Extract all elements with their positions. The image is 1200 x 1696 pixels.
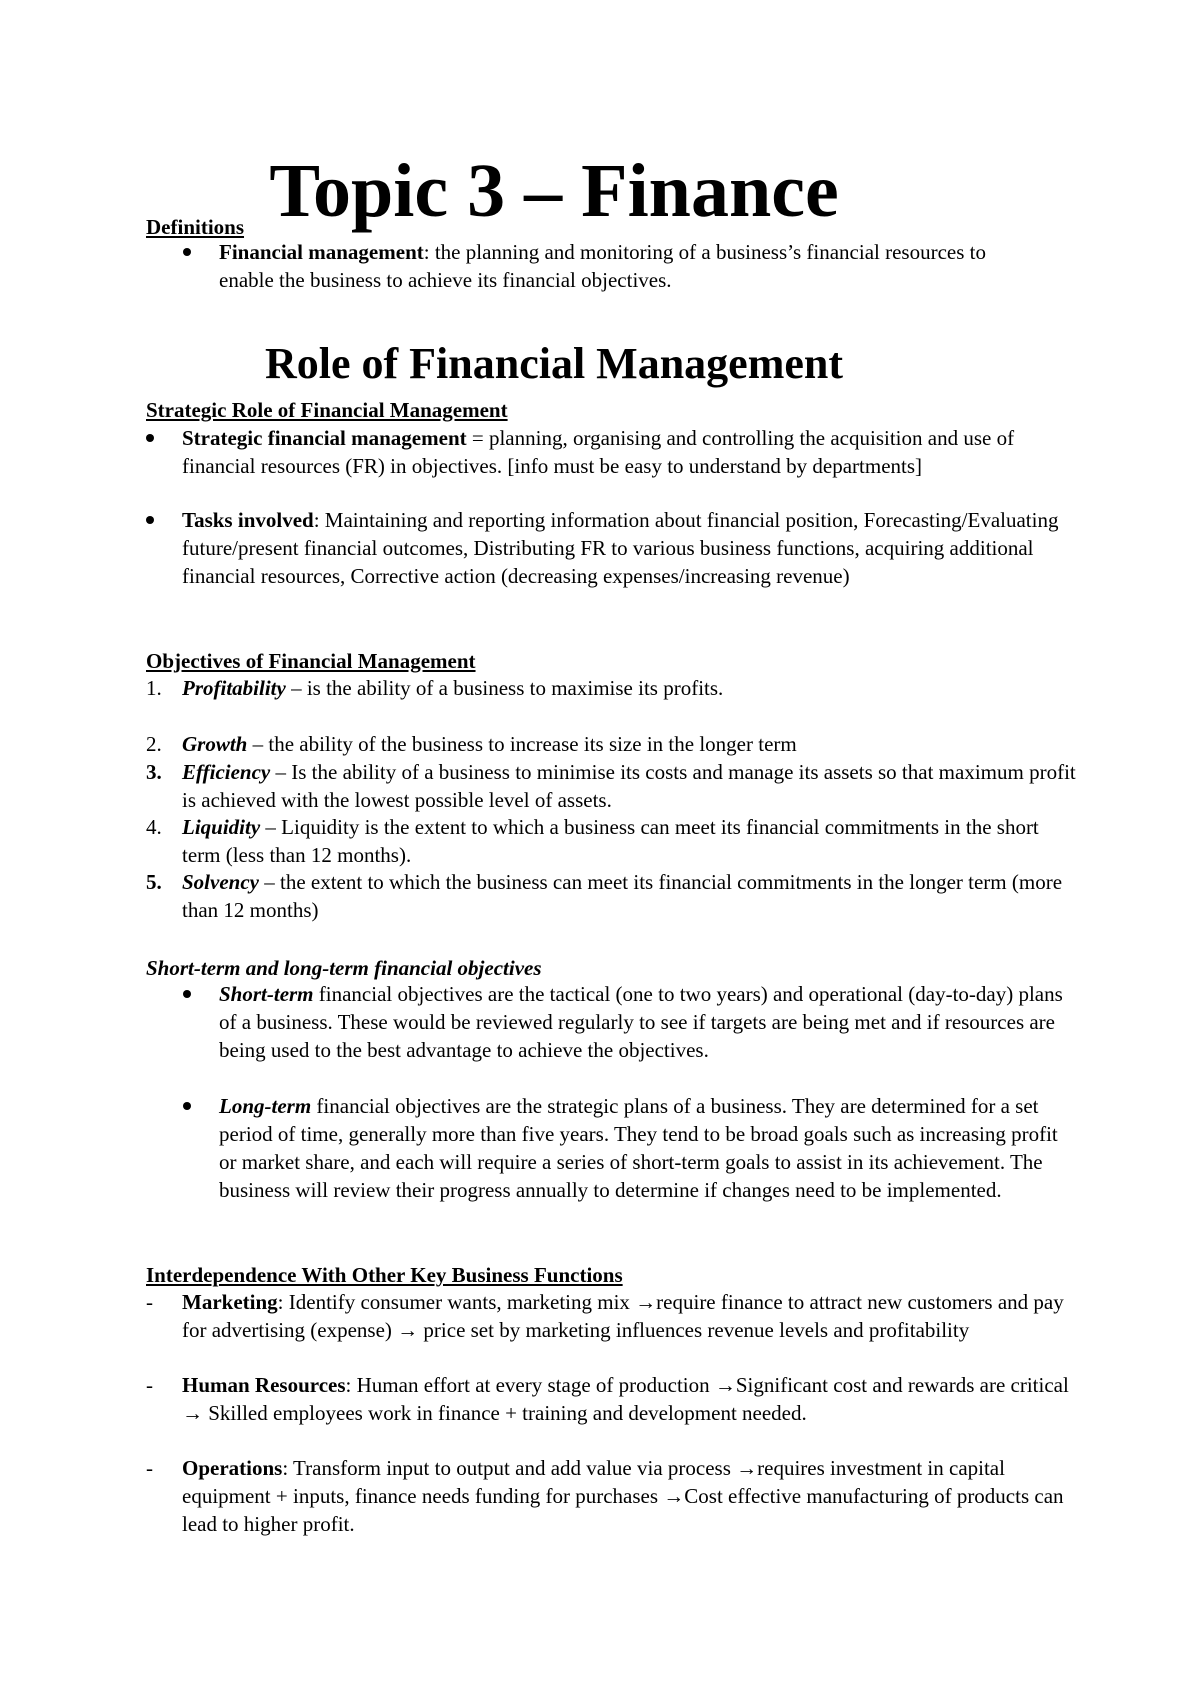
long-term-text: financial objectives are the strategic plans of a business. They are determined for a set period of time, generally more than five years. They tend to be broad goals such as increasing profit or market share, and each will require a series of short-term goals to assist in its achievement. The business will review their progress annually to determine if changes need to be implemented. xyxy=(219,1094,1058,1202)
page-title: Topic 3 – Finance xyxy=(269,149,839,233)
strategic-item xyxy=(146,424,1082,480)
short-long-heading: Short-term and long-term financial objectives xyxy=(146,956,542,980)
definition-text: the planning and monitoring of a business’s financial resources to enable the business to achieve its financial objectives. xyxy=(219,240,986,292)
function-text: Human effort at every stage of production →Significant cost and rewards are critical → Skilled employees work in finance + training and development needed. xyxy=(182,1373,1069,1425)
definitions-heading: Definitions xyxy=(146,215,245,239)
long-term-term: Long-term xyxy=(219,1094,312,1118)
short-term-item xyxy=(183,980,1079,1064)
strategic-term: Strategic financial management xyxy=(182,426,467,450)
objective-number: 1. xyxy=(146,676,162,700)
role-heading: Role of Financial Management xyxy=(264,339,844,388)
strategic-heading: Strategic Role of Financial Management xyxy=(146,398,508,422)
objective-item xyxy=(182,758,1082,814)
tasks-term: Tasks involved xyxy=(182,508,314,532)
objective-term: Liquidity xyxy=(182,815,261,839)
objective-number: 4. xyxy=(146,815,162,839)
strategic-sep: = xyxy=(466,426,484,450)
objective-term: Solvency xyxy=(182,870,259,894)
objective-text: – Liquidity is the extent to which a business can meet its financial commitments in the short term (less than 12 months). xyxy=(182,815,1039,867)
function-term: Operations xyxy=(182,1456,283,1480)
objective-term: Profitability xyxy=(182,676,286,700)
objective-text: – Is the ability of a business to minimise its costs and manage its assets so that maximum profit is achieved with the lowest possible level of assets. xyxy=(182,760,1076,812)
tasks-sep: : xyxy=(313,508,320,532)
objective-item xyxy=(182,730,1082,758)
interdependence-item xyxy=(182,1454,1082,1538)
interdependence-item xyxy=(182,1288,1082,1344)
strategic-text: planning, organising and controlling the acquisition and use of financial resources (FR) in objectives. [info must be easy to understand by departments] xyxy=(182,426,1015,478)
function-text: Transform input to output and add value via process →requires investment in capital equipment + inputs, finance needs funding for purchases →Cost effective manufacturing of products can lead to higher profit. xyxy=(182,1456,1064,1536)
interdependence-item xyxy=(182,1371,1082,1427)
objective-term: Efficiency xyxy=(182,760,271,784)
objective-term: Growth xyxy=(182,732,248,756)
objective-text: – is the ability of a business to maximise its profits. xyxy=(285,676,724,700)
objective-item xyxy=(182,813,1082,869)
objective-item xyxy=(182,674,1082,702)
objective-item xyxy=(182,868,1082,924)
long-term-item xyxy=(183,1092,1079,1204)
dash-marker: - xyxy=(146,1373,153,1397)
tasks-item xyxy=(146,506,1082,590)
objective-number: 2. xyxy=(146,732,162,756)
function-sep: : xyxy=(282,1456,289,1480)
definition-term: Financial management xyxy=(219,240,424,264)
function-text: Identify consumer wants, marketing mix →require finance to attract new customers and pay for advertising (expense) → price set by marketing influences revenue levels and profitability xyxy=(182,1290,1064,1342)
objective-text: – the ability of the business to increase its size in the longer term xyxy=(247,732,797,756)
objectives-heading: Objectives of Financial Management xyxy=(146,649,476,673)
short-term-term: Short-term xyxy=(219,982,314,1006)
function-term: Marketing xyxy=(182,1290,278,1314)
function-term: Human Resources xyxy=(182,1373,346,1397)
function-sep: : xyxy=(277,1290,284,1314)
objective-number: 5. xyxy=(146,870,162,894)
dash-marker: - xyxy=(146,1290,153,1314)
objective-text: – the extent to which the business can meet its financial commitments in the longer term (more than 12 months) xyxy=(182,870,1063,922)
function-sep: : xyxy=(345,1373,352,1397)
tasks-text: Maintaining and reporting information about financial position, Forecasting/Evaluating future/present financial outcomes, Distributing FR to various business functions, acquiring additional financial resources, Corrective action (decreasing expenses/increasing revenue) xyxy=(182,508,1059,588)
objective-number: 3. xyxy=(146,760,162,784)
short-term-text: financial objectives are the tactical (one to two years) and operational (day-to-day) plans of a business. These would be reviewed regularly to see if targets are being met and if resources are being used to the best advantage to achieve the objectives. xyxy=(219,982,1063,1062)
definition-item xyxy=(183,238,1039,294)
dash-marker: - xyxy=(146,1456,153,1480)
interdependence-heading: Interdependence With Other Key Business Functions xyxy=(146,1263,623,1287)
definition-sep: : xyxy=(423,240,430,264)
